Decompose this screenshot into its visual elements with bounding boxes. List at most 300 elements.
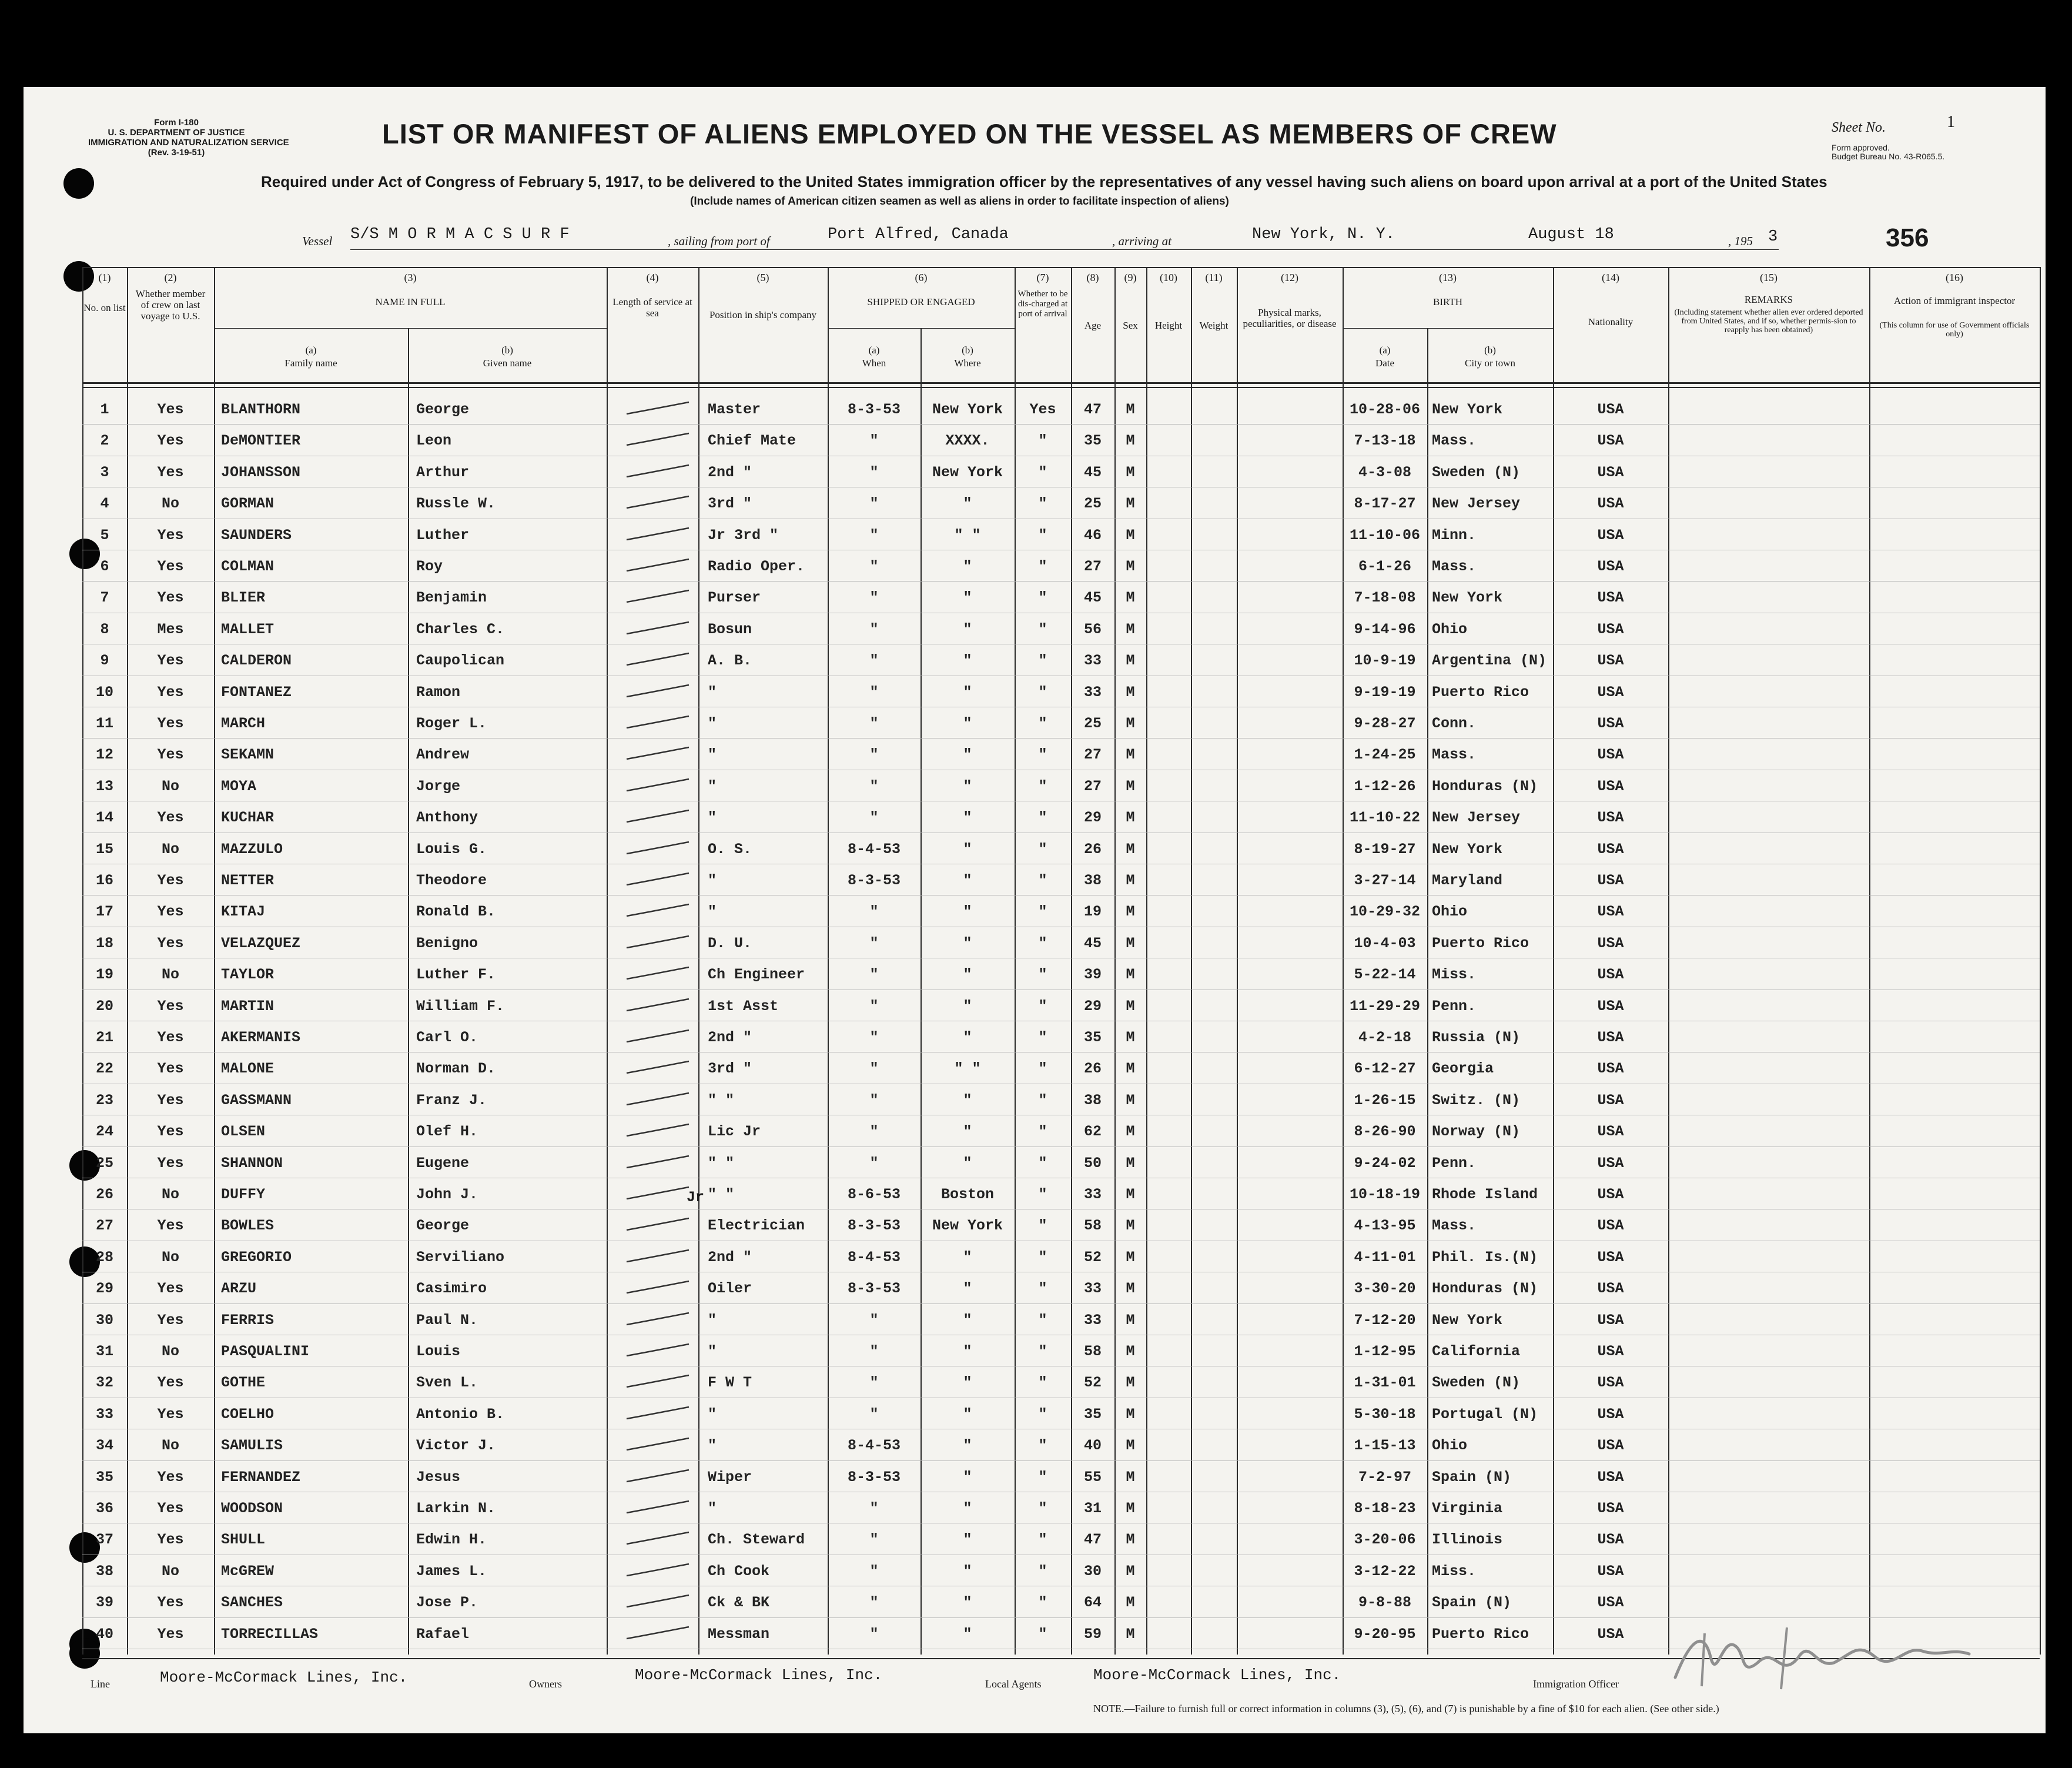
shipped-when: " [869,934,879,952]
nationality: USA [1597,934,1624,952]
previous-voyage: Yes [157,715,184,732]
previous-voyage: Yes [157,401,184,418]
column-rule [607,267,608,1655]
given-name: John J. [416,1186,478,1203]
age: 58 [1083,1343,1102,1360]
shipped-where: " [963,558,972,575]
shipped-where: " " [954,526,981,544]
line-value: Moore-McCormack Lines, Inc. [160,1669,408,1686]
shipped-when: " [869,620,879,638]
birth-city: Ohio [1432,903,1468,921]
service-length-mark [623,1625,694,1642]
inspector-signature [1669,1622,1975,1702]
sex: M [1126,872,1135,889]
col6-header: SHIPPED OR ENGAGED [867,296,975,308]
family-name: GASSMANN [221,1091,292,1109]
family-name: CALDERON [221,652,292,670]
col6a-header: When [862,357,886,369]
table-top-border [82,267,2040,268]
birth-date: 11-10-06 [1349,526,1421,544]
col3-number: (3) [404,272,417,283]
row-number: 34 [95,1437,113,1455]
sex: M [1126,1500,1135,1517]
sex: M [1126,997,1135,1015]
row-number: 14 [95,809,113,827]
form-instructions: (Include names of American citizen seamen as well as aliens in order to facilitate inspection of aliens) [690,195,1229,208]
service-length-mark [623,1373,694,1391]
discharged: " [1038,683,1047,701]
shipped-when: " [869,903,879,921]
given-name: Luther [416,526,470,544]
service-length-mark [623,588,694,606]
row-number: 17 [95,903,113,921]
row-number: 27 [95,1217,113,1235]
col13-number: (13) [1439,272,1457,283]
given-name: Benigno [416,934,478,952]
row-number: 23 [95,1091,113,1109]
birth-date: 3-20-06 [1354,1531,1416,1549]
shipped-where: " [963,1248,972,1266]
service-length-mark [623,400,694,417]
birth-city: Mass. [1432,558,1477,575]
birth-date: 8-26-90 [1354,1123,1416,1141]
row-number: 21 [95,1029,113,1046]
position: 3rd " [708,495,752,513]
service-length-mark [623,526,694,543]
col6-number: (6) [915,272,928,283]
shipped-when: " [869,1500,879,1517]
family-name: SHANNON [221,1154,283,1172]
sex: M [1126,558,1135,575]
discharged: " [1038,1374,1047,1392]
col11-header: Weight [1199,320,1229,331]
given-name: Rafael [416,1625,470,1643]
discharged: " [1038,1531,1047,1549]
discharged: " [1038,589,1047,607]
nationality: USA [1597,1437,1624,1455]
row-number: 40 [95,1625,113,1643]
previous-voyage: No [161,840,179,858]
sex: M [1126,1405,1135,1423]
position: Ch Engineer [708,966,805,984]
col3a-number: (a) [305,345,317,356]
service-length-mark [623,1248,694,1265]
age: 47 [1083,401,1102,418]
shipped-when: 8-4-53 [847,1437,901,1455]
family-name: SAMULIS [221,1437,283,1455]
column-rule [1668,267,1669,1655]
shipped-when: 8-4-53 [847,1248,901,1266]
family-name: NETTER [221,872,275,889]
given-name: Jesus [416,1468,461,1486]
given-name: Olef H. [416,1123,478,1141]
vessel-label: Vessel [302,234,333,248]
row-number: 24 [95,1123,113,1141]
sex: M [1126,840,1135,858]
nationality: USA [1597,432,1624,450]
nationality: USA [1597,1311,1624,1329]
position: " [708,777,717,795]
sex: M [1126,401,1135,418]
discharged: " [1038,1311,1047,1329]
service-length-mark [623,1468,694,1485]
age: 35 [1083,432,1102,450]
birth-date: 1-15-13 [1354,1437,1416,1455]
sex: M [1126,1029,1135,1046]
row-number: 36 [95,1500,113,1517]
discharged: " [1038,777,1047,795]
form-number: Form I-180 [154,118,199,128]
birth-city: California [1432,1343,1521,1360]
row-number: 38 [95,1562,113,1580]
position: " [708,1343,717,1360]
birth-city: Penn. [1432,1154,1477,1172]
nationality: USA [1597,872,1624,889]
discharged: " [1038,1217,1047,1235]
age: 27 [1083,746,1102,764]
previous-voyage: Yes [157,683,184,701]
row-number: 35 [95,1468,113,1486]
col13-header: BIRTH [1433,296,1462,308]
birth-city: Argentina (N) [1432,652,1547,670]
family-name: BOWLES [221,1217,275,1235]
revision: (Rev. 3-19-51) [148,148,205,158]
birth-date: 1-12-95 [1354,1343,1416,1360]
shipped-when: " [869,1405,879,1423]
nationality: USA [1597,463,1624,481]
owners-value: Moore-McCormack Lines, Inc. [635,1666,883,1684]
name-subheader-rule [214,328,607,329]
given-name: Caupolican [416,652,505,670]
service-length-mark [623,1216,694,1234]
arriving-port: New York, N. Y. [1252,226,1395,243]
nationality: USA [1597,1625,1624,1643]
discharged: " [1038,558,1047,575]
discharged: " [1038,432,1047,450]
row-number: 31 [95,1343,113,1360]
birth-date: 11-10-22 [1349,809,1421,827]
service-length-mark [623,1499,694,1516]
previous-voyage: Mes [157,620,184,638]
col16-header: Action of immigrant inspector [1893,295,2016,306]
position: Jr 3rd " [708,526,779,544]
line-label: Line [91,1678,110,1690]
previous-voyage: Yes [157,872,184,889]
shipped-when: 8-6-53 [847,1186,901,1203]
col8-number: (8) [1086,272,1099,283]
sex: M [1126,966,1135,984]
previous-voyage: Yes [157,1217,184,1235]
col6b-number: (b) [962,345,973,356]
age: 58 [1083,1217,1102,1235]
position: F W T [708,1374,752,1392]
shipped-where: " [963,683,972,701]
birth-subheader-rule [1343,328,1553,329]
column-rule [408,328,409,1655]
given-name: Victor J. [416,1437,496,1455]
shipped-where: " [963,777,972,795]
service-length-mark [623,1091,694,1108]
shipped-where: " [963,1562,972,1580]
shipped-when: " [869,746,879,764]
service-length-mark [623,840,694,857]
service-length-mark [623,1405,694,1422]
row-number: 16 [95,872,113,889]
row-number: 8 [100,620,109,638]
birth-date: 1-24-25 [1354,746,1416,764]
age: 59 [1083,1625,1102,1643]
previous-voyage: No [161,495,179,513]
shipped-where: New York [932,1217,1003,1235]
age: 56 [1083,620,1102,638]
family-name: MAZZULO [221,840,283,858]
discharged: " [1038,526,1047,544]
row-number: 1 [100,401,109,418]
column-rule [214,267,215,1655]
previous-voyage: Yes [157,1374,184,1392]
shipped-when: " [869,432,879,450]
family-name: ARZU [221,1280,257,1298]
position: " [708,1500,717,1517]
row-number: 15 [95,840,113,858]
age: 26 [1083,1060,1102,1078]
header-bottom-rule [82,382,2040,384]
col9-number: (9) [1124,272,1137,283]
previous-voyage: Yes [157,746,184,764]
sex: M [1126,1060,1135,1078]
previous-voyage: Yes [157,903,184,921]
service-length-mark [623,494,694,512]
sex: M [1126,683,1135,701]
shipped-when: " [869,1531,879,1549]
birth-city: Miss. [1432,1562,1477,1580]
family-name: SAUNDERS [221,526,292,544]
given-name: Edwin H. [416,1531,487,1549]
age: 50 [1083,1154,1102,1172]
service: IMMIGRATION AND NATURALIZATION SERVICE [88,138,289,148]
given-name: Jose P. [416,1594,478,1612]
birth-city: Sweden (N) [1432,1374,1521,1392]
row-number: 13 [95,777,113,795]
age: 25 [1083,495,1102,513]
position: " " [708,1154,735,1172]
sheet-number: 1 [1947,113,1955,131]
age: 30 [1083,1562,1102,1580]
discharged: " [1038,840,1047,858]
family-name: GREGORIO [221,1248,292,1266]
age: 46 [1083,526,1102,544]
nationality: USA [1597,903,1624,921]
col3b-header: Given name [483,357,532,369]
discharged: Yes [1029,401,1056,418]
discharged: " [1038,463,1047,481]
previous-voyage: Yes [157,1154,184,1172]
shipped-when: " [869,1343,879,1360]
service-length-mark [623,1122,694,1139]
col10-number: (10) [1160,272,1177,283]
sex: M [1126,526,1135,544]
discharged: " [1038,934,1047,952]
birth-city: Spain (N) [1432,1468,1512,1486]
birth-city: Illinois [1432,1531,1503,1549]
previous-voyage: Yes [157,997,184,1015]
col14-number: (14) [1602,272,1619,283]
family-name: KITAJ [221,903,266,921]
position: Ch. Steward [708,1531,805,1549]
shipped-where: " [963,1405,972,1423]
age: 38 [1083,1091,1102,1109]
shipped-where: " [963,495,972,513]
given-name: George [416,1217,470,1235]
age: 47 [1083,1531,1102,1549]
position: 3rd " [708,1060,752,1078]
row-number: 26 [95,1186,113,1203]
row-number: 2 [100,432,109,450]
nationality: USA [1597,809,1624,827]
nationality: USA [1597,1531,1624,1549]
position: 1st Asst [708,997,779,1015]
row-number: 12 [95,746,113,764]
nationality: USA [1597,1123,1624,1141]
nationality: USA [1597,1154,1624,1172]
service-length-mark [623,934,694,951]
age: 38 [1083,872,1102,889]
given-name: Anthony [416,809,478,827]
given-name: Jorge [416,777,461,795]
shipped-where: " [963,1123,972,1141]
sex: M [1126,1280,1135,1298]
service-length-mark [623,1311,694,1328]
col14-header: Nationality [1588,316,1634,327]
previous-voyage: Yes [157,526,184,544]
birth-city: Penn. [1432,997,1477,1015]
service-length-mark [623,463,694,480]
service-length-mark [623,1530,694,1548]
shipped-where: " [963,934,972,952]
family-name: TAYLOR [221,966,275,984]
birth-city: Miss. [1432,966,1477,984]
given-name: Luther F. [416,966,496,984]
col16-number: (16) [1946,272,1963,283]
shipped-when: " [869,495,879,513]
previous-voyage: No [161,1437,179,1455]
age: 33 [1083,1280,1102,1298]
family-name: TORRECILLAS [221,1625,319,1643]
birth-city: Puerto Rico [1432,683,1529,701]
col3a-header: Family name [284,357,337,369]
position: Chief Mate [708,432,796,450]
birth-date: 7-12-20 [1354,1311,1416,1329]
col10-header: Height [1154,320,1183,331]
row-number: 28 [95,1248,113,1266]
birth-city: Mass. [1432,746,1477,764]
shipped-when: " [869,1029,879,1046]
year-label: , 195 [1728,234,1753,248]
shipped-when: " [869,715,879,732]
shipped-when: " [869,1123,879,1141]
age: 64 [1083,1594,1102,1612]
birth-date: 11-29-29 [1349,997,1421,1015]
given-name: Roy [416,558,443,575]
shipped-where: XXXX. [945,432,990,450]
position: Oiler [708,1280,752,1298]
service-length-mark [623,1436,694,1453]
nationality: USA [1597,1060,1624,1078]
discharged: " [1038,1123,1047,1141]
discharged: " [1038,1437,1047,1455]
service-length-mark [623,1059,694,1077]
family-name: SEKAMN [221,746,275,764]
shipped-when: " [869,1311,879,1329]
column-rule [1869,267,1870,1655]
given-name: Roger L. [416,715,487,732]
sex: M [1126,1123,1135,1141]
shipped-where: " [963,903,972,921]
approval-line-1: Form approved. [1832,143,1890,152]
nationality: USA [1597,1343,1624,1360]
shipped-when: " [869,809,879,827]
birth-date: 9-8-88 [1358,1594,1411,1612]
shipped-when: 8-4-53 [847,840,901,858]
col1-number: (1) [98,272,111,283]
position: " [708,683,717,701]
birth-city: New Jersey [1432,495,1521,513]
shipped-where: " [963,966,972,984]
row-number: 4 [100,495,109,513]
col9-header: Sex [1123,320,1138,331]
sex: M [1126,1531,1135,1549]
birth-city: Sweden (N) [1432,463,1521,481]
row-number: 39 [95,1594,113,1612]
sex: M [1126,463,1135,481]
family-name: SHULL [221,1531,266,1549]
given-name: Arthur [416,463,470,481]
shipped-where: " [963,1311,972,1329]
previous-voyage: Yes [157,1468,184,1486]
shipped-when: " [869,683,879,701]
age: 35 [1083,1029,1102,1046]
jr-annotation: Jr [687,1189,705,1206]
previous-voyage: Yes [157,1029,184,1046]
col6b-header: Where [954,357,981,369]
family-name: MARCH [221,715,266,732]
position: " " [708,1186,735,1203]
officer-label: Immigration Officer [1533,1678,1619,1690]
birth-date: 3-30-20 [1354,1280,1416,1298]
position: 2nd " [708,1029,752,1046]
birth-city: Ohio [1432,620,1468,638]
service-length-mark [623,431,694,449]
service-length-mark [623,1562,694,1579]
col5-header: Position in ship's company [709,309,817,320]
family-name: FONTANEZ [221,683,292,701]
sex: M [1126,1594,1135,1612]
family-name: DeMONTIER [221,432,301,450]
family-name: VELAZQUEZ [221,934,301,952]
nationality: USA [1597,1500,1624,1517]
shipped-where: " [963,1154,972,1172]
discharged: " [1038,1060,1047,1078]
age: 25 [1083,715,1102,732]
row-number: 33 [95,1405,113,1423]
given-name: Charles C. [416,620,505,638]
family-name: BLANTHORN [221,401,301,418]
shipped-where: " [963,620,972,638]
birth-city: Russia (N) [1432,1029,1521,1046]
sex: M [1126,1186,1135,1203]
given-name: James L. [416,1562,487,1580]
shipped-where: " [963,1029,972,1046]
